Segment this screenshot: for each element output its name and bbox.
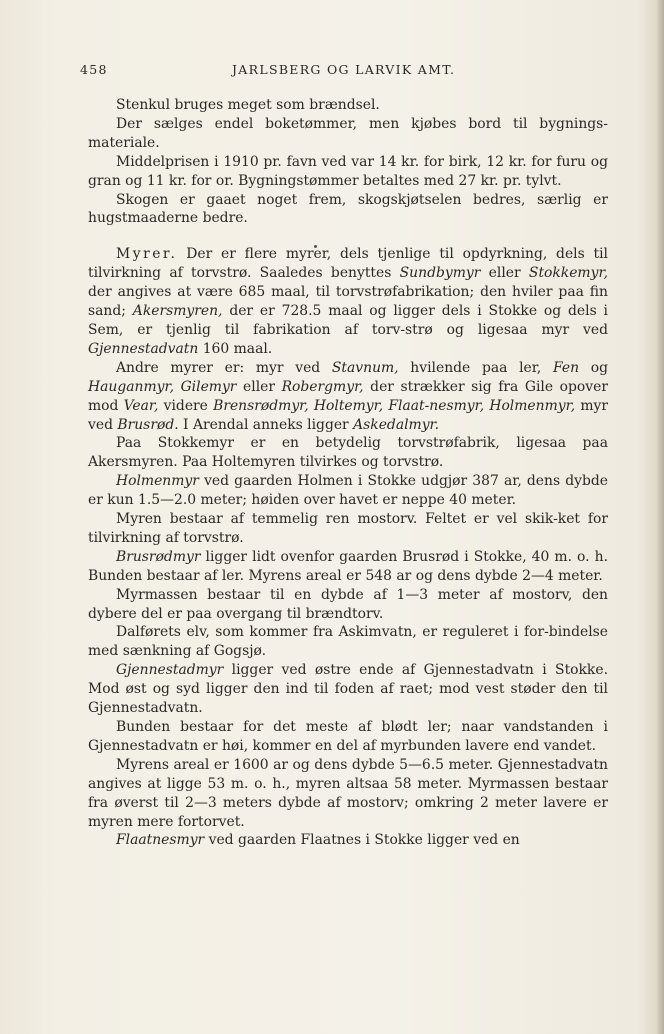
paragraph-dalforet: Dalførets elv, som kommer fra Askimvatn, er reguleret i for-bindelse med sænkning af Gogsjø. (88, 624, 608, 660)
paragraph-prices: Middelprisen i 1910 pr. favn ved var 14 kr. for birk, 12 kr. for furu og gran og 11 kr. for or. Bygningstømmer betaltes med 27 kr. pr. tylvt. (88, 153, 608, 189)
paragraph-gjennestad-bottom: Bunden bestaar for det meste af blødt ler; naar vandstanden i Gjennestadvatn er høi, kommer en del af myrbunden lavere end vandet. (88, 719, 608, 754)
paragraph-coal: Stenkul bruges meget som brændsel. (116, 97, 380, 113)
section-lead-myrer: Myrer. (116, 246, 178, 263)
paragraph-gjennestad-area: Myrens areal er 1600 ar og dens dybde 5—6.5 meter. Gjennestadvatn angives at ligge 53 m. o. h., myren altsaa 58 meter. Myrmassen bestaar fra øverst til 2—3 meters dybde af mostorv; omkring 2 meter lavere er myren mere fortorvet. (88, 756, 608, 830)
paragraph-holmenmyr-content: Myren bestaar af temmelig ren mostorv. Feltet er vel skik-ket for tilvirkning af torvstrø. (88, 511, 608, 546)
page-number: 458 (80, 62, 108, 77)
paragraph-brusrod-mass: Myrmassen bestaar til en dybde af 1—3 meter af mostorv, den dybere del er paa overgang til brændtorv. (88, 586, 608, 622)
paragraph-brusrodmyr: Brusrødmyr ligger lidt ovenfor gaarden Brusrød i Stokke, 40 m. o. h. Bunden bestaar af ler. Myrens areal er 548 ar og dens dybde 2—4 meter. (88, 548, 608, 584)
paragraph-myrer: Myrer. Der er flere myrer, dels tjenlige til opdyrkning, dels til tilvirkning af torvstrø. Saaledes benyttes Sundbymyr eller Stokkemyr, der angives at være 685 maal, til torvstrøfabrikation; den hviler paa fin sand; Akersmyren, der er 728.5 maal og ligger dels i Stokke og dels i Sem, er tjenlig til fabrikation af torv-strø og ligesaa myr ved Gjennestadvatn 160 maal. (88, 246, 608, 357)
page-edge-shadow (656, 0, 664, 1034)
paragraph-forest: Skogen er gaaet noget frem, skogskjøtselen bedres, særlig er hugstmaaderne bedre. (88, 191, 608, 227)
paragraph-holmenmyr: Holmenmyr ved gaarden Holmen i Stokke udgjør 387 ar, dens dybde er kun 1.5—2.0 meter; høiden over havet er neppe 40 meter. (88, 473, 608, 509)
running-header (80, 62, 610, 82)
running-title: JARLSBERG OG LARVIK AMT. (232, 62, 456, 77)
body-text (88, 96, 608, 850)
paragraph-flaatnesmyr: Flaatnesmyr ved gaarden Flaatnes i Stokke ligger ved en (116, 832, 520, 849)
paragraph-other-myrer: Andre myrer er: myr ved Stavnum, hvilende paa ler, Fen og Hauganmyr, Gilemyr eller Robergmyr, der strækker sig fra Gile opover mod Vear, videre Brensrødmyr, Holtemyr, Flaat-nesmyr, Holmenmyr, myr ved Brusrød. I Arendal anneks ligger Askedalmyr. (88, 359, 609, 433)
paragraph-gjennestadmyr: Gjennestadmyr ligger ved østre ende af Gjennestadvatn i Stokke. Mod øst og syd ligger den ind til foden af raet; mod vest støder den til Gjennestadvatn. (88, 662, 608, 717)
paragraph-stokkemyr-factory: Paa Stokkemyr er en betydelig torvstrøfabrik, ligesaa paa Akersmyren. Paa Holtemyren tilvirkes og torvstrø. (88, 435, 608, 471)
paragraph-timber-sale: Der sælges endel boketømmer, men kjøbes bord til bygnings-materiale. (88, 115, 608, 151)
